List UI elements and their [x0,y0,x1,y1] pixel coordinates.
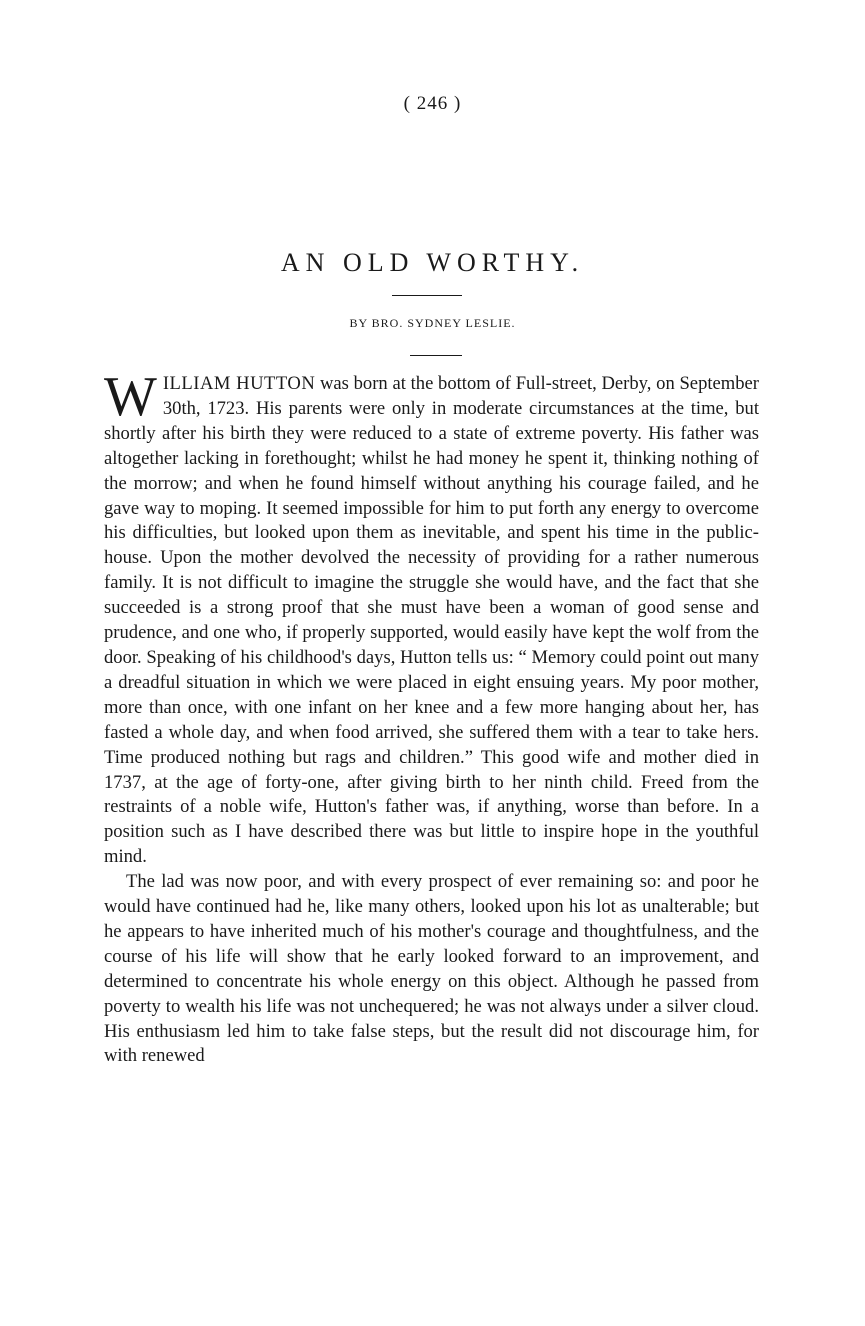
paragraph-1-text: was born at the bottom of Full-street, Derby, on September 30th, 1723. His parents were only in moderate circumstances at the time, but shortly after his birth they were reduced to a state of extreme poverty. His father was altogether lacking in forethought; whilst he had money he spent it, thinking nothing of the morrow; and when he found himself without anything his courage failed, and he gave way to moping. It seemed impossible for him to put forth any energy to overcome his difficulties, but looked upon them as inevitable, and spent his time in the public-house. Upon the mother devolved the necessity of providing for a rather numerous family. It is not difficult to imagine the struggle she would have, and the fact that she succeeded is a strong proof that she must have been a woman of good sense and prudence, and one who, if properly supported, would easily have kept the wolf from the door. Speaking of his childhood's days, Hutton tells us: “ Memory could point out many a dreadful situation in which we were placed in eight ensuing years. My poor mother, more than once, with one infant on her knee and a few more hanging about her, has fasted a whole day, and when food arrived, she suffered them with a tear to take hers. Time produced nothing but rags and children.” This good wife and mother died in 1737, at the age of forty-one, after giving birth to her ninth child. Freed from the restraints of a noble wife, Hutton's father was, if anything, worse than before. In a position such as I have described there was but little to inspire hope in the youthful mind. [104,373,759,868]
paragraph-2: The lad was now poor, and with every prospect of ever remaining so: and poor he would have continued had he, like many others, looked upon his lot as unalterable; but he appears to have inherited much of his mother's courage and thoughtfulness, and the course of his life will show that he early looked forward to an improvement, and determined to concentrate his whole energy on this object. Although he passed from poverty to wealth his life was not unchequered; he was not always under a silver cloud. His enthusiasm led him to take false steps, but the result did not discourage him, for with renewed [104,871,759,1067]
byline-divider [410,355,462,356]
paragraph-1-first-words: ILLIAM HUTTON [162,373,316,394]
title-divider [392,295,462,296]
page-number: ( 246 ) [403,93,462,114]
article-title: AN OLD WORTHY. [280,248,585,277]
drop-cap: W [104,366,157,428]
article-byline: BY BRO. SYDNEY LESLIE. [349,316,516,330]
paragraph-1 [104,366,759,870]
article-body [104,366,759,1069]
